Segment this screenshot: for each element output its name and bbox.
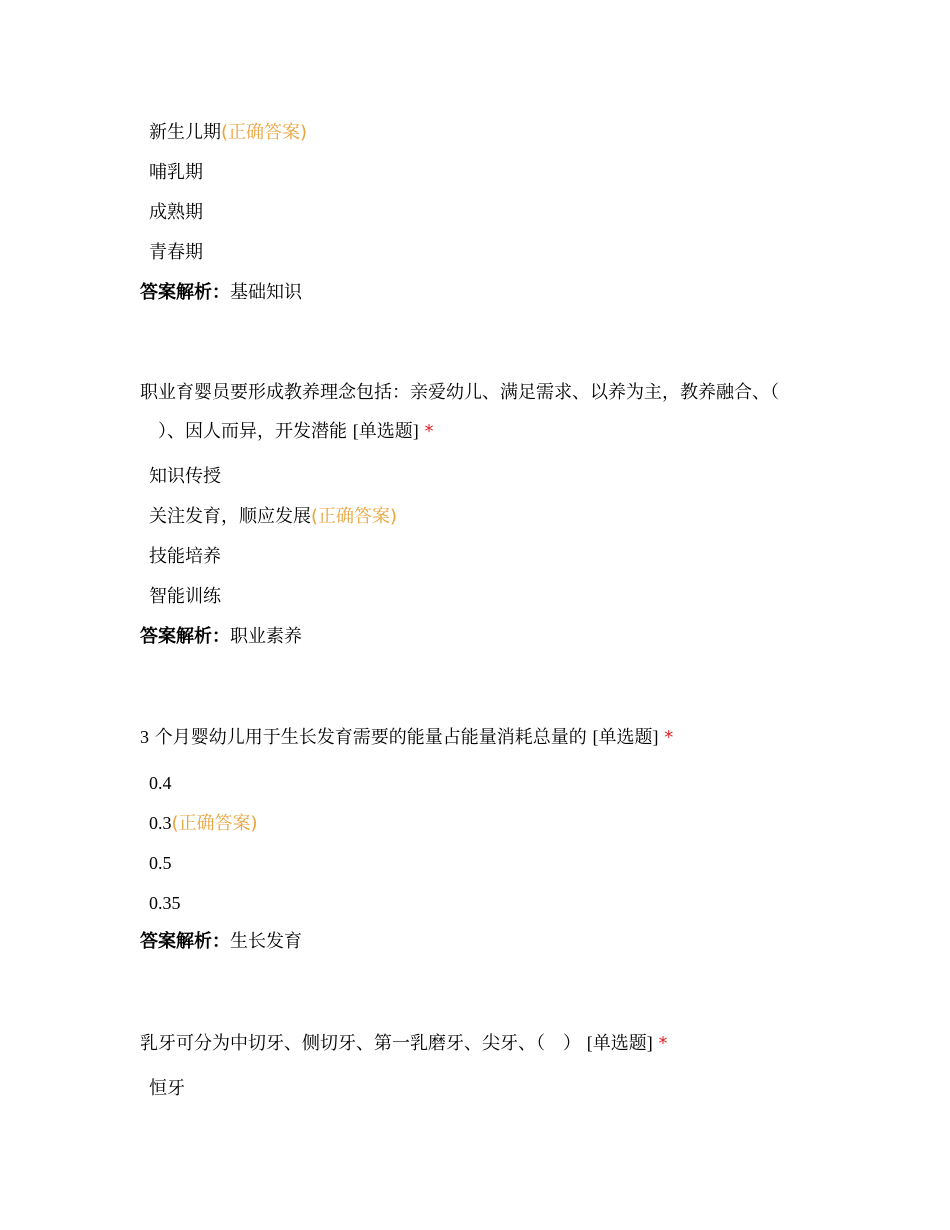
option-text: 关注发育，顺应发展: [149, 506, 311, 527]
option-1c: [149, 201, 203, 225]
option-text: 0.35: [149, 893, 181, 913]
option-2b: [149, 505, 397, 529]
answer-analysis-1: [140, 281, 302, 305]
required-mark: *: [424, 421, 434, 442]
analysis-text: 基础知识: [230, 282, 302, 303]
answer-analysis-2: [140, 625, 302, 649]
option-1d: [149, 241, 203, 265]
option-text: 青春期: [149, 242, 203, 263]
required-mark: *: [658, 1033, 668, 1054]
option-text: 0.4: [149, 773, 172, 793]
correct-answer-tag: (正确答案): [221, 122, 308, 143]
question-3: [140, 725, 673, 750]
option-1b: [149, 161, 203, 185]
option-3c: [149, 851, 172, 875]
option-text: 新生儿期: [149, 122, 221, 143]
correct-answer-tag: (正确答案): [171, 813, 258, 834]
question-text: ）、因人而异，开发潜能: [158, 421, 347, 442]
analysis-text: 职业素养: [230, 626, 302, 647]
required-mark: *: [664, 727, 674, 748]
option-4a: [149, 1077, 185, 1101]
answer-analysis-3: [140, 930, 302, 954]
analysis-text: 生长发育: [230, 931, 302, 952]
option-text: 0.3: [149, 813, 172, 833]
question-2-line-1: [140, 381, 779, 405]
option-2d: [149, 585, 221, 609]
analysis-label: 答案解析：: [140, 282, 230, 303]
option-text: 技能培养: [149, 546, 221, 567]
question-type: [单选题]: [592, 727, 659, 747]
option-2c: [149, 545, 221, 569]
analysis-label: 答案解析：: [140, 931, 230, 952]
question-2-line-2: [158, 419, 433, 444]
question-text: 职业育婴员要形成教养理念包括：亲爱幼儿、满足需求、以养为主，教养融合、（: [140, 382, 779, 403]
option-text: 恒牙: [149, 1078, 185, 1099]
option-1a: [149, 121, 307, 145]
question-text: 个月婴幼儿用于生长发育需要的能量占能量消耗总量的: [154, 727, 587, 748]
option-text: 0.5: [149, 853, 172, 873]
question-4: [140, 1031, 667, 1056]
option-text: 哺乳期: [149, 162, 203, 183]
analysis-label: 答案解析：: [140, 626, 230, 647]
option-text: 智能训练: [149, 586, 221, 607]
question-type: [单选题]: [352, 421, 419, 441]
option-2a: [149, 465, 221, 489]
option-text: 成熟期: [149, 202, 203, 223]
question-text: 乳牙可分为中切牙、侧切牙、第一乳磨牙、尖牙、（ ）: [140, 1033, 581, 1054]
option-text: 知识传授: [149, 466, 221, 487]
question-number: 3: [140, 727, 149, 747]
correct-answer-tag: (正确答案): [311, 506, 398, 527]
question-type: [单选题]: [586, 1033, 653, 1053]
option-3a: [149, 771, 172, 795]
option-3b: [149, 811, 258, 836]
option-3d: [149, 891, 181, 915]
